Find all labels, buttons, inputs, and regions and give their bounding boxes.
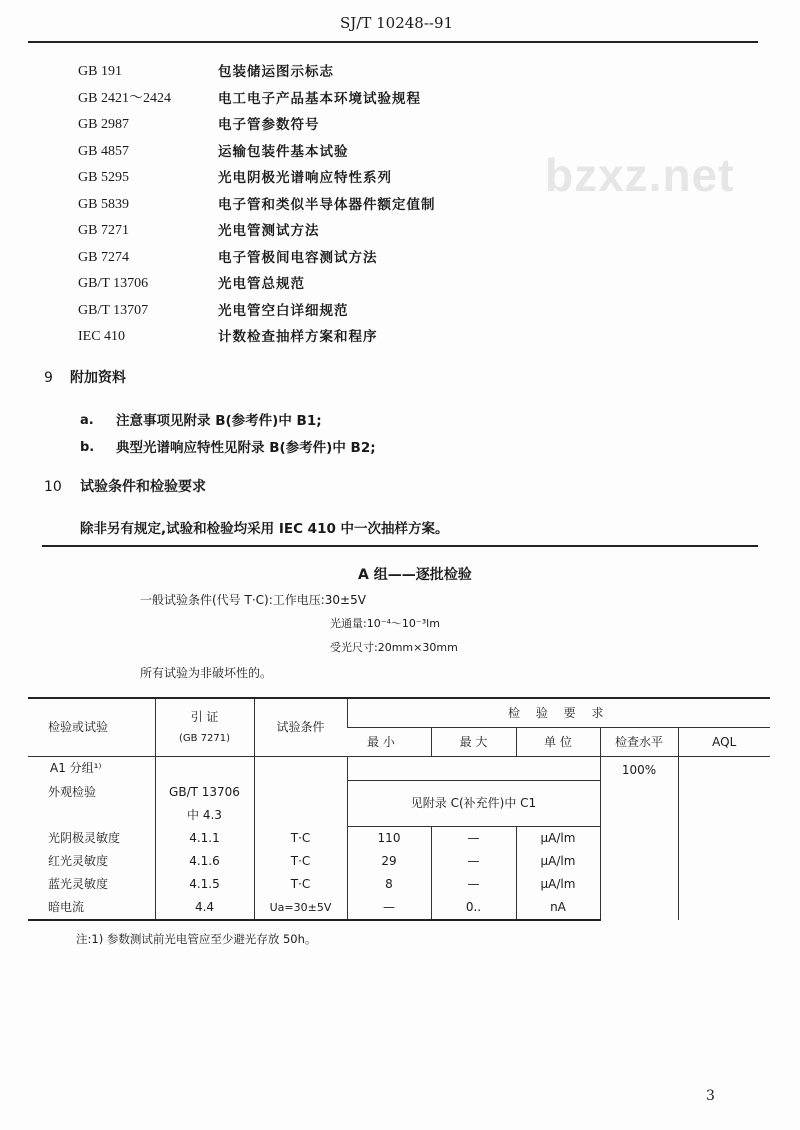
reference-item (78, 89, 638, 109)
row-ref: 中 4.3 (155, 804, 254, 827)
section-9-title: 附加资料 (70, 370, 126, 386)
nondestructive-note: 所有试验为非破坏性的。 (140, 666, 273, 680)
ref-code: GB 191 (78, 64, 122, 79)
row-name: 光阴极灵敏度 (48, 830, 121, 845)
row-ref: 4.1.6 (155, 850, 254, 873)
group-a-title: A 组——逐批检验 (358, 567, 472, 583)
row-max: — (431, 873, 516, 896)
header-conditions: 试验条件 (254, 698, 347, 757)
row-max: 0.. (431, 896, 516, 920)
reference-item (78, 248, 638, 268)
section-rule (42, 545, 758, 547)
table-header-row (28, 698, 770, 728)
reference-item (78, 142, 638, 162)
reference-item (78, 168, 638, 188)
ref-code: GB 7271 (78, 223, 129, 238)
ref-title: 电工电子产品基本环境试验规程 (218, 91, 421, 107)
header-max: 最 大 (431, 728, 516, 757)
reference-item (78, 195, 638, 215)
section-10-title: 试验条件和检验要求 (80, 479, 206, 495)
ref-title: 光电管总规范 (218, 276, 305, 292)
reference-item (78, 274, 638, 294)
row-unit: μA/lm (516, 827, 600, 851)
row-name: 暗电流 (28, 896, 155, 920)
ref-code: GB 2987 (78, 117, 129, 132)
row-ref: 4.1.5 (155, 873, 254, 896)
row-name: 蓝光灵敏度 (48, 877, 109, 891)
ref-title: 运输包装件基本试验 (218, 144, 349, 160)
header-aql: AQL (678, 728, 770, 757)
empty-cell (28, 804, 155, 827)
row-cond: T·C (254, 850, 347, 873)
row-ref: 4.1.1 (155, 827, 254, 851)
item-text: 典型光谱响应特性见附录 B(参考件)中 B2; (116, 440, 376, 456)
ref-code: GB 7274 (78, 250, 129, 265)
ref-code: IEC 410 (78, 329, 126, 344)
aql-cell (678, 757, 770, 921)
ref-title: 电子管极间电容测试方法 (218, 250, 378, 266)
table-block (28, 697, 770, 947)
group-a-inspection-table (28, 697, 770, 921)
row-max: — (431, 850, 516, 873)
row-name: 红光灵敏度 (48, 854, 109, 868)
reference-item (78, 221, 638, 241)
row-cond: Ua=30±5V (254, 896, 347, 920)
empty-cell (347, 757, 600, 781)
subgroup-label: A1 分组¹⁾ (28, 757, 155, 781)
ref-title: 包装储运图示标志 (218, 64, 334, 80)
visual-requirement: 见附录 C(补充件)中 C1 (347, 781, 600, 827)
row-unit: μA/lm (516, 873, 600, 896)
row-min: — (347, 896, 431, 920)
ref-code: GB/T 13706 (78, 276, 149, 291)
row-ref: GB/T 13706 (155, 781, 254, 804)
header-ref-label: 引 证 (190, 709, 219, 724)
reference-item (78, 301, 638, 321)
row-min: 8 (347, 873, 431, 896)
header-unit: 单 位 (516, 728, 600, 757)
header-level: 检查水平 (600, 728, 678, 757)
section-10-paragraph: 除非另有规定,试验和检验均采用 IEC 410 中一次抽样方案。 (80, 521, 449, 537)
header-ref (155, 698, 254, 757)
ref-title: 电子管和类似半导体器件额定值制 (218, 197, 436, 213)
ref-code: GB 5839 (78, 197, 129, 212)
row-unit: μA/lm (516, 850, 600, 873)
reference-item (78, 62, 638, 82)
ref-title: 光电管测试方法 (218, 223, 320, 239)
row-max: — (431, 827, 516, 851)
ref-title: 计数检查抽样方案和程序 (218, 329, 378, 345)
empty-cell (155, 757, 254, 781)
row-cond: T·C (254, 827, 347, 851)
header-rule (28, 41, 758, 43)
ref-code: GB 5295 (78, 170, 129, 185)
reference-item (78, 327, 638, 347)
ref-code: GB 2421～2424 (78, 91, 171, 106)
header-min: 最 小 (347, 728, 431, 757)
table-footnote: 注:1) 参数测试前光电管应至少避光存放 50h。 (76, 932, 317, 946)
item-marker: b. (80, 440, 95, 455)
header-ref-sub: (GB 7271) (178, 732, 231, 744)
item-text: 注意事项见附录 B(参考件)中 B1; (116, 413, 322, 429)
header-test: 检验或试验 (28, 698, 155, 757)
conditions-line-2: 光通量:10⁻⁴～10⁻³lm (330, 617, 440, 630)
conditions-line-1: 一般试验条件(代号 T·C):工作电压:30±5V (140, 593, 366, 607)
header-requirements: 检 验 要 求 (347, 698, 770, 728)
conditions-line-3: 受光尺寸:20mm×30mm (330, 641, 458, 654)
reference-item (78, 115, 638, 135)
ref-title: 光电阴极光谱响应特性系列 (218, 170, 392, 186)
ref-title: 电子管参数符号 (218, 117, 320, 133)
row-unit: nA (516, 896, 600, 920)
inspection-level-value: 100% (600, 757, 678, 921)
row-cond: T·C (254, 873, 347, 896)
table-row (28, 757, 770, 781)
row-ref: 4.4 (155, 896, 254, 920)
row-min: 110 (347, 827, 431, 851)
doc-code-header: SJ/T 10248--91 (340, 14, 454, 32)
watermark-logo: bzxz.net (545, 149, 735, 201)
ref-code: GB/T 13707 (78, 303, 149, 318)
page-number: 3 (706, 1088, 715, 1104)
row-name: 外观检验 (48, 784, 97, 799)
ref-code: GB 4857 (78, 144, 129, 159)
ref-title: 光电管空白详细规范 (218, 303, 349, 319)
row-min: 29 (347, 850, 431, 873)
section-10-number: 10 (44, 479, 62, 495)
empty-cell (254, 757, 347, 827)
item-marker: a. (80, 413, 94, 428)
section-9-number: 9 (44, 370, 53, 386)
